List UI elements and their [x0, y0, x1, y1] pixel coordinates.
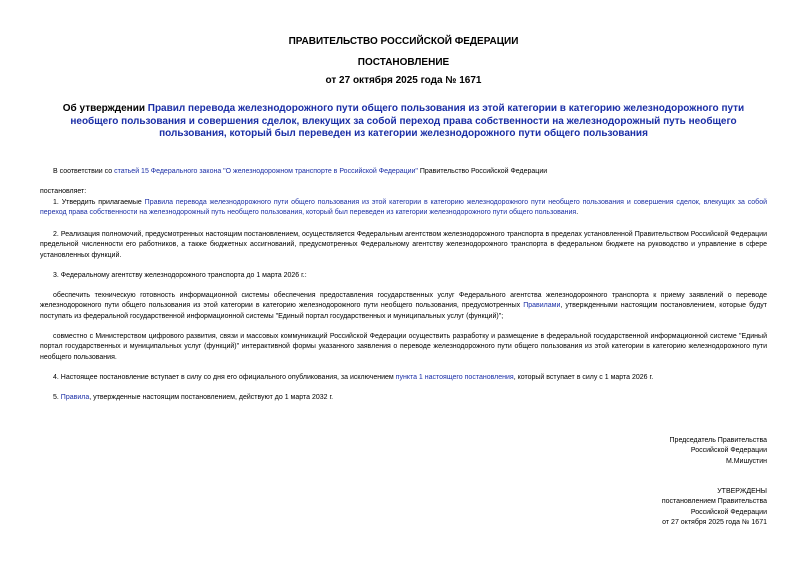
approval-date-number: от 27 октября 2025 года № 1671: [662, 519, 767, 527]
item-5-after: , утвержденные настоящим постановлением, действуют до 1 марта 2032 г.: [89, 394, 334, 401]
document-date-number: от 27 октября 2025 года № 1671: [325, 75, 482, 86]
item-3a-before: обеспечить техническую готовность информационной системы обеспечения предоставления государственных услуг Федерального агентства железнодорожного транспорта к приему заявлений о переводе железнодорожного пути общего пользования из этой категории в категорию железнодорожного пути необщего пользования, предусмотренных: [40, 292, 767, 310]
item-1: [40, 198, 767, 219]
document-title: [40, 103, 767, 141]
preamble-after: Правительство Российской Федерации: [417, 168, 548, 175]
item-5-before: 5.: [53, 394, 61, 401]
item-4: [40, 373, 767, 383]
item-1-after: .: [576, 209, 579, 217]
item-3: 3. Федеральному агентству железнодорожного транспорта до 1 марта 2026 г.:: [53, 272, 307, 279]
item-3a-after: , утвержденными настоящим постановлением, которые будут поступать из федеральной государственной информационной системы "Единый портал государственных и муниципальных услуг (функций)";: [40, 302, 767, 320]
approval-stamp: [467, 487, 767, 529]
approval-line-2: постановлением Правительства: [661, 498, 767, 506]
signature-country: Российской Федерации: [690, 447, 767, 455]
item-1-rules-link[interactable]: Правила перевода железнодорожного пути общего пользования из этой категории в категорию железнодорожного пути необщего пользования и совершения сделок, влекущих за собой переход права собственности на железнодорожный путь необщего пользования, который был переведен из категории железнодорожного пути общего пользования: [40, 199, 767, 217]
title-rules-link[interactable]: Правил перевода железнодорожного пути общего пользования из этой категории в категорию железнодорожного пути необщего пользования и совершения сделок, влекущих за собой переход права собственности на железнодорожный путь необщего пользования, который был переведен из категории железнодорожного пути общего пользования: [70, 103, 745, 139]
decree-word: постановляет:: [40, 188, 87, 195]
signature-name: М.Мишустин: [725, 457, 767, 465]
preamble-before: В соответствии со: [53, 168, 115, 175]
approval-line-3: Российской Федерации: [690, 508, 767, 516]
document-type: ПОСТАНОВЛЕНИЕ: [357, 57, 450, 68]
signature-block: [467, 436, 767, 467]
item-1-before: 1. Утвердить прилагаемые: [53, 199, 145, 206]
item-3a: [40, 291, 767, 322]
item-2: 2. Реализация полномочий, предусмотренных настоящим постановлением, осуществляется Федеральным агентством железнодорожного транспорта в пределах установленной Правительством Российской Федерации предельной численности его работников, а также бюджетных ассигнований, предусмотренных Федеральному агентству железнодорожного транспорта в федеральном бюджете на руководство и управление в сфере установленных функций.: [40, 231, 767, 259]
signature-position: Председатель Правительства: [669, 437, 767, 444]
item-3a-rules-link[interactable]: Правилами: [523, 302, 561, 310]
item-4-after: , который вступает в силу с 1 марта 2026 г.: [513, 374, 654, 381]
item-5: [40, 393, 767, 403]
approval-heading: УТВЕРЖДЕНЫ: [717, 488, 767, 495]
title-prefix: Об утверждении: [62, 103, 148, 114]
law-article-link[interactable]: статьей 15 Федерального закона "О железнодорожном транспорте в Российской Федерации": [114, 168, 418, 175]
issuing-authority: ПРАВИТЕЛЬСТВО РОССИЙСКОЙ ФЕДЕРАЦИИ: [288, 36, 519, 47]
item-5-rules-link[interactable]: Правила: [60, 394, 90, 401]
item-4-before: 4. Настоящее постановление вступает в силу со дня его официального опубликования, за исключением: [53, 374, 396, 381]
item-3b: совместно с Министерством цифрового развития, связи и массовых коммуникаций Российской Федерации осуществить разработку и размещение в федеральной государственной информационной системе "Единый портал государственных и муниципальных услуг (функций)" интерактивной формы указанного заявления о переводе железнодорожного пути общего пользования из этой категории в категорию железнодорожного пути необщего пользования.: [40, 333, 767, 361]
preamble: [40, 167, 767, 177]
item-4-clause-link[interactable]: пункта 1 настоящего постановления: [395, 374, 514, 381]
